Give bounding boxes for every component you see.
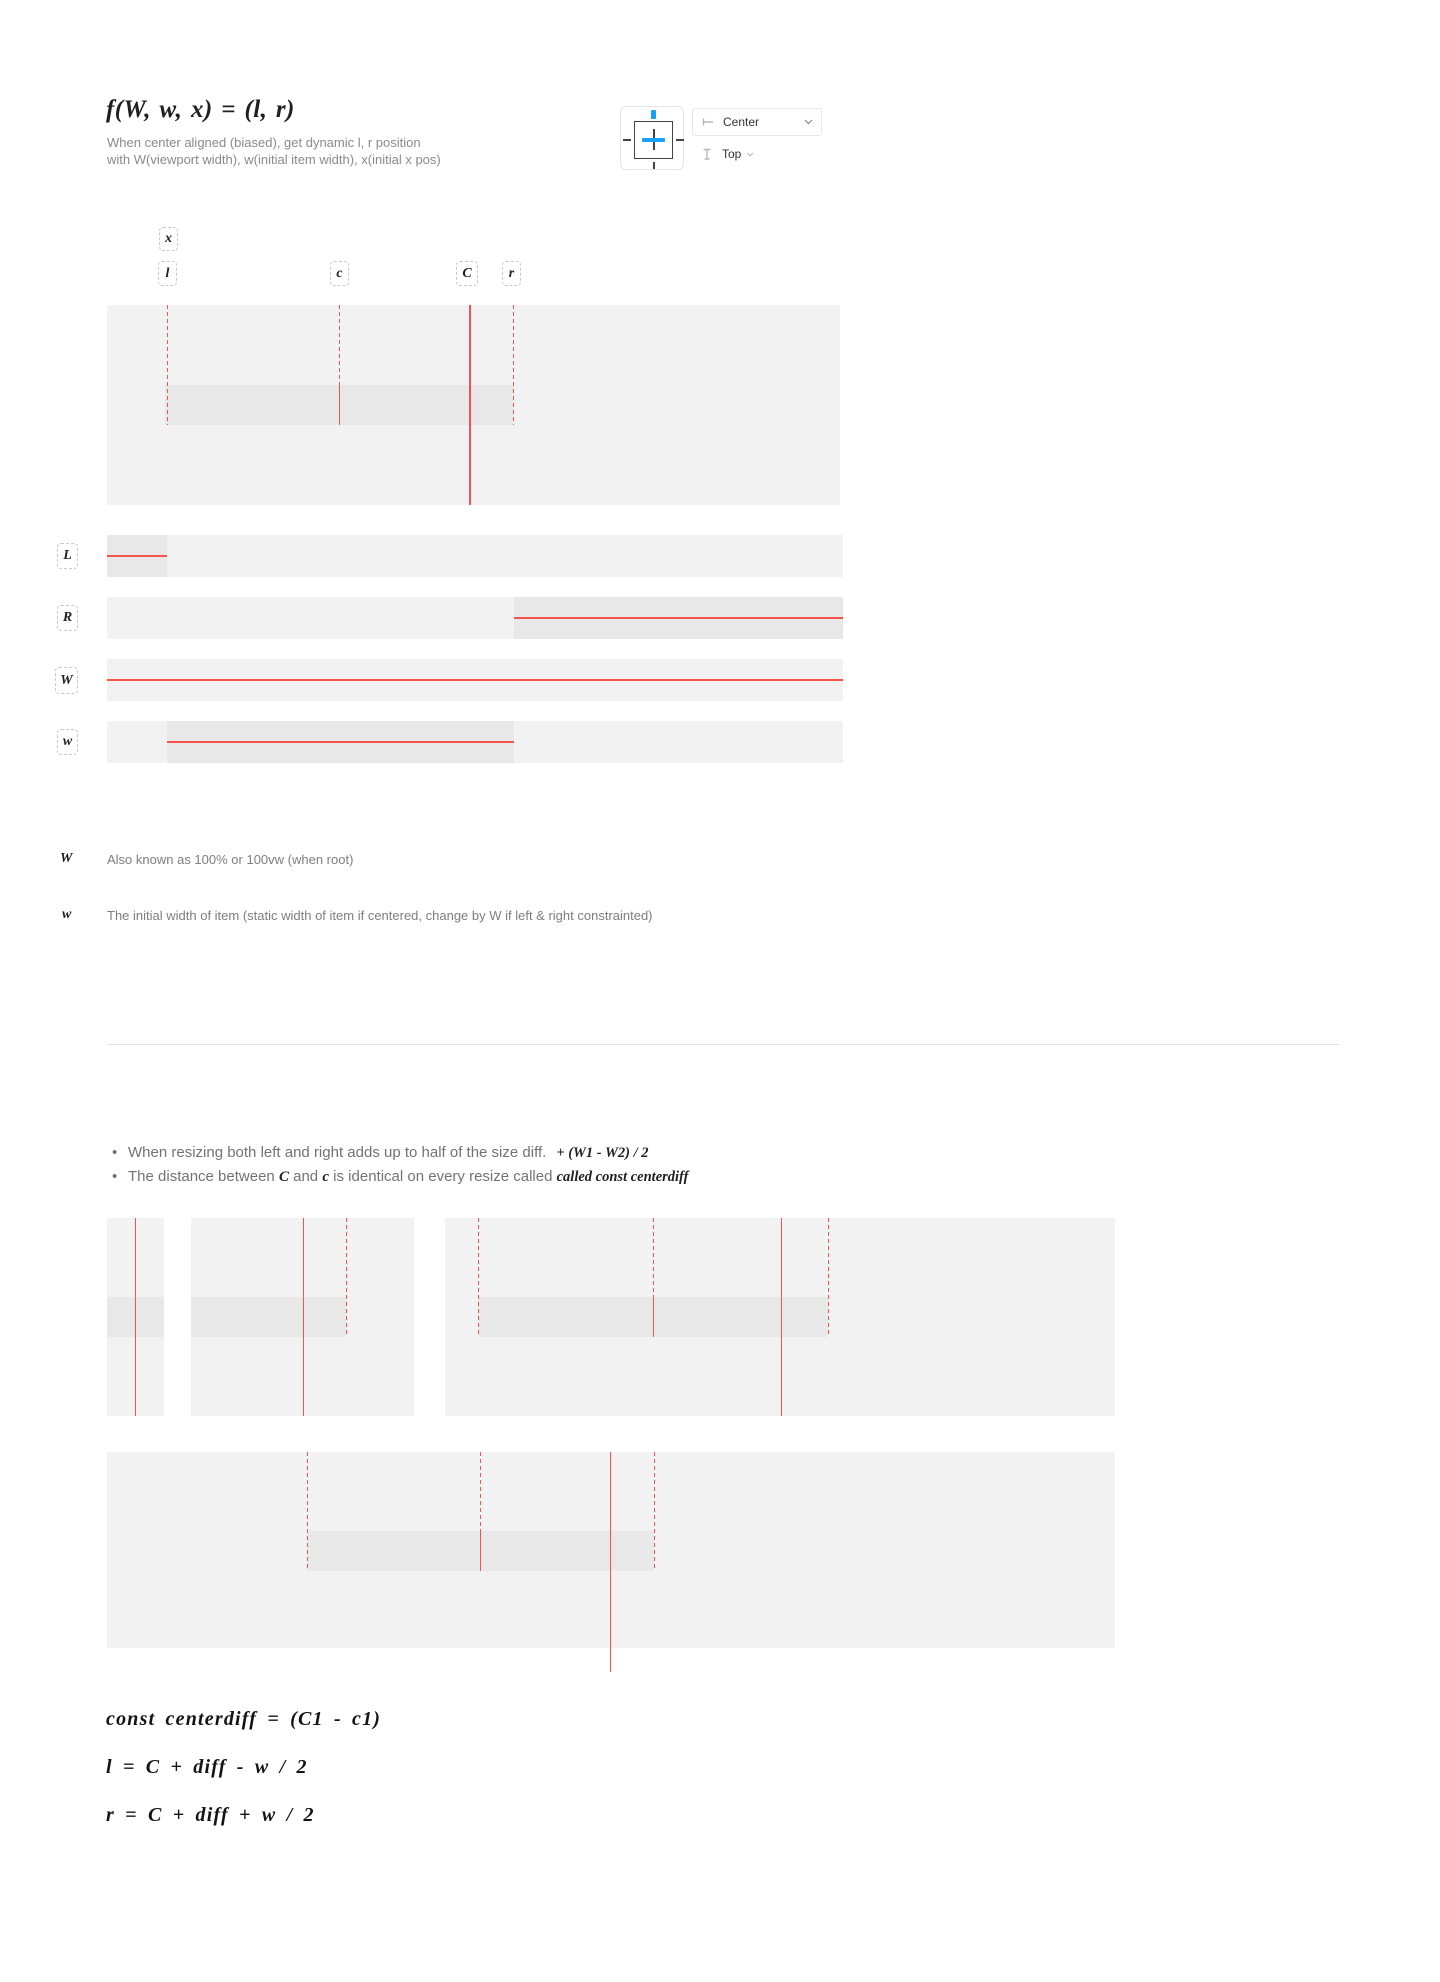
l-guide-line (307, 1452, 308, 1571)
c-item-center-line (653, 1297, 655, 1337)
formula-l: l = C + diff - w / 2 (106, 1756, 308, 1778)
vertical-constraint-icon (700, 147, 714, 161)
C-viewport-center-line (135, 1218, 137, 1416)
C-viewport-center-line (469, 305, 471, 505)
horizontal-constraint-dropdown[interactable] (692, 108, 822, 136)
constraint-bottom-tick[interactable] (653, 162, 655, 169)
note-1-text: When resizing both left and right adds up to half of the size diff. (128, 1144, 547, 1161)
row-W-measure-line (107, 679, 843, 681)
chevron-down-icon (804, 119, 813, 125)
subtitle-line-1: When center aligned (biased), get dynamic l, r position (107, 135, 421, 150)
definition-W-text: Also known as 100% or 100vw (when root) (107, 852, 354, 867)
vertical-constraint-value: Top (722, 147, 742, 161)
chevron-down-icon (746, 152, 754, 157)
c-guide-line-upper (653, 1218, 654, 1297)
page-subtitle (107, 134, 441, 168)
bullet-dot: • (112, 1168, 118, 1185)
tag-l: l (158, 261, 177, 286)
c-item-center-line (339, 385, 341, 425)
C-viewport-center-line (303, 1218, 305, 1416)
c-guide-line-upper (480, 1452, 481, 1531)
definition-W-term: W (60, 851, 73, 866)
formula-r: r = C + diff + w / 2 (106, 1804, 315, 1826)
horizontal-constraint-value: Center (723, 115, 760, 129)
note-1 (112, 1141, 1012, 1165)
constraint-top-tick[interactable] (651, 110, 656, 119)
tag-x: x (159, 227, 178, 251)
tag-R: R (57, 605, 78, 631)
constraint-center-horizontal[interactable] (642, 138, 665, 143)
tag-w: w (57, 729, 78, 755)
note-2-C: C (278, 1169, 289, 1185)
r-guide-line (828, 1218, 829, 1337)
l-guide-line (167, 305, 168, 425)
row-L-measure-line (107, 555, 167, 557)
note-2-math: called const centerdiff (556, 1169, 689, 1185)
row-R-measure-line (514, 617, 843, 619)
note-2 (112, 1165, 1012, 1189)
section-divider (107, 1044, 1339, 1045)
page-title: f(W, w, x) = (l, r) (106, 96, 295, 123)
note-2-part: The distance between (128, 1168, 275, 1185)
row-w-measure-line (167, 741, 514, 743)
notes-list (112, 1141, 1012, 1189)
tag-C: C (456, 261, 478, 286)
horizontal-constraint-icon (701, 115, 715, 129)
definition-w-term: w (62, 907, 72, 922)
constraints-widget[interactable] (620, 106, 684, 170)
tag-r: r (502, 261, 521, 286)
constraint-left-tick[interactable] (623, 139, 631, 141)
constraint-right-tick[interactable] (676, 139, 684, 141)
bullet-dot: • (112, 1144, 118, 1161)
note-2-c: c (322, 1169, 329, 1185)
C-viewport-center-line (610, 1452, 612, 1672)
note-2-part: is identical on every resize called (333, 1168, 553, 1185)
tag-W: W (55, 667, 78, 694)
definition-w-text: The initial width of item (static width of item if centered, change by W if left & right constrainted) (107, 908, 653, 923)
tag-c: c (330, 261, 349, 286)
C-viewport-center-line (781, 1218, 783, 1416)
c-item-center-line (480, 1531, 482, 1571)
l-guide-line (478, 1218, 479, 1337)
note-1-math: + (W1 - W2) / 2 (556, 1145, 649, 1161)
r-guide-line (513, 305, 514, 425)
item-bar (191, 1297, 346, 1337)
formula-centerdiff: const centerdiff = (C1 - c1) (106, 1708, 382, 1730)
c-guide-line-upper (339, 305, 340, 385)
subtitle-line-2: with W(viewport width), w(initial item width), x(initial x pos) (107, 152, 441, 167)
r-guide-line (346, 1218, 347, 1337)
vertical-constraint-control[interactable] (700, 144, 810, 164)
row-L-track (107, 535, 843, 577)
tag-L: L (57, 543, 78, 569)
note-2-part: and (293, 1168, 319, 1185)
r-guide-line (654, 1452, 655, 1571)
